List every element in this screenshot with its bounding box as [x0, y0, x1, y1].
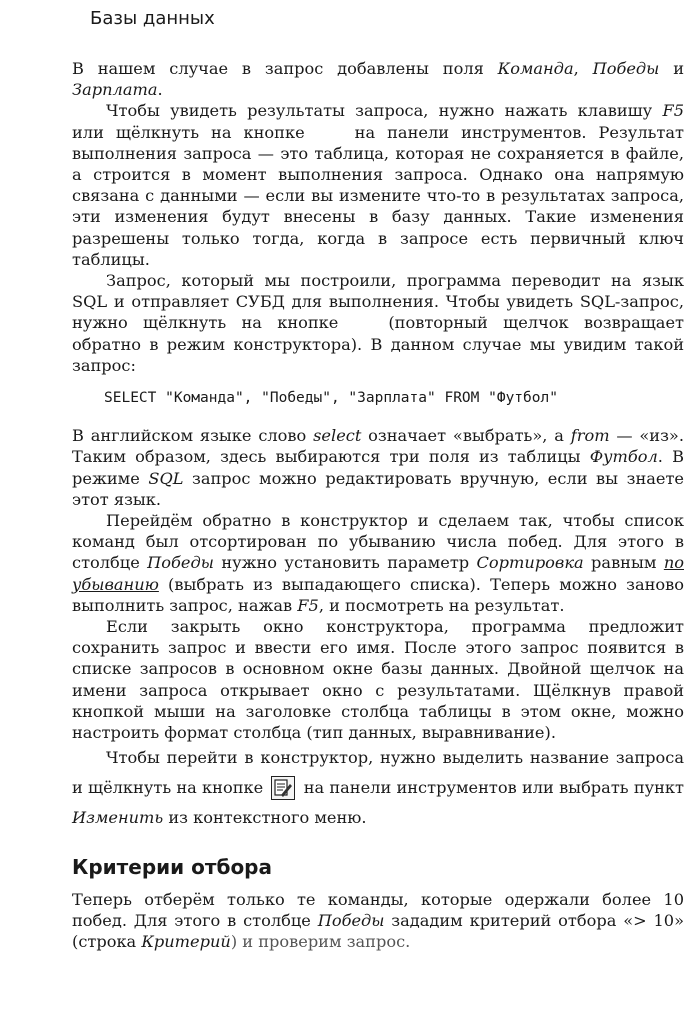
paragraph-8: Теперь отберём только те команды, которые одержали более 10 побед. Для этого в столбце Победы зададим критерий отбора «> 10» (строка Критерий) и проверим запрос. [72, 889, 685, 951]
page-content [72, 58, 684, 952]
paragraph-4: В английском языке слово select означает «выбрать», а from — «из». Таким образом, здесь выбираются три поля из таблицы Футбол. В режиме SQL запрос можно редактировать вручную, если вы знаете этот язык. [72, 426, 685, 509]
sql-code: SELECT "Команда", "Победы", "Зарплата" FROM "Футбол" [104, 390, 558, 407]
running-head: Базы данных [90, 8, 215, 29]
edit-query-icon [271, 776, 295, 800]
paragraph-3: Запрос, который мы построили, программа переводит на язык SQL и отправляет СУБД для выполнения. Чтобы увидеть SQL-запрос, нужно щёлкнуть на кнопке (повторный щелчок возвращает обратно в режим конструктора). В данном случае мы увидим такой запрос: [72, 271, 684, 375]
paragraph-6: Если закрыть окно конструктора, программа предложит сохранить запрос и ввести его имя. После этого запрос появится в списке запросов в основном окне базы данных. Двойной щелчок на имени запроса открывает окно с результатами. Щёлкнув правой кнопкой мыши на заголовке столбца таблицы в этом окне, можно настроить формат столбца (тип данных, выравнивание). [72, 617, 684, 743]
paragraph-2: Чтобы увидеть результаты запроса, нужно нажать клавишу F5 или щёлкнуть на кнопке на панели инструментов. Результат выполнения запроса — это таблица, которая не сохраняется в файле, а строится в момент выполнения запроса. Однако она напрямую связана с данными — если вы измените что-то в результатах запроса, эти изменения будут внесены в базу данных. Такие изменения разрешены только тогда, когда в запросе есть первичный ключ таблицы. [72, 101, 684, 269]
paragraph-7: Чтобы перейти в конструктор, нужно выделить название запроса и щёлкнуть на кнопке на панели инструментов или выбрать пункт Изменить из контекстного меню. [72, 748, 685, 828]
paragraph-1: В нашем случае в запрос добавлены поля Команда, Победы и Зарплата. [72, 59, 684, 100]
section-title: Критерии отбора [72, 855, 272, 880]
paragraph-5: Перейдём обратно в конструктор и сделаем так, чтобы список команд был отсортирован по убыванию числа побед. Для этого в столбце Победы нужно установить параметр Сортировка равным по убыванию (выбрать из выпадающего списка). Теперь можно заново выполнить запрос, нажав F5, и посмотреть на результат. [72, 511, 684, 615]
